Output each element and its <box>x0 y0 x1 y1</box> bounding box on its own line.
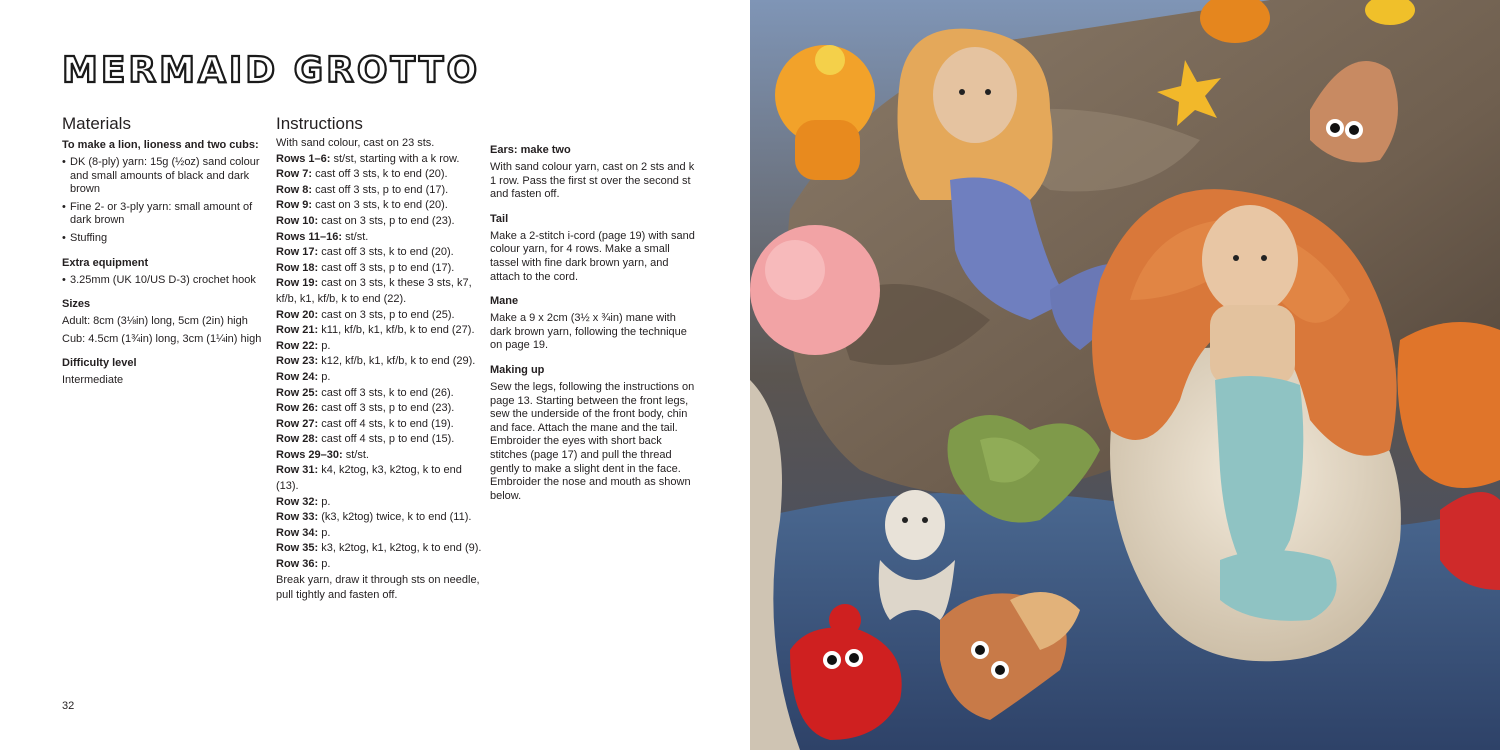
row-text: cast on 3 sts, p to end (23). <box>318 214 455 227</box>
row-label: Row 26: <box>276 402 319 415</box>
instruction-row <box>276 167 482 183</box>
instruction-row <box>276 276 482 307</box>
ears-heading: Ears: make two <box>490 144 571 156</box>
size-adult: Adult: 8cm (3⅛in) long, 5cm (2in) high <box>62 315 248 328</box>
row-label: Row 22: <box>276 339 319 352</box>
instruction-row <box>276 417 482 433</box>
instruction-rows <box>276 136 482 573</box>
mane-text: Make a 9 x 2cm (3½ x ¾in) mane with dark brown yarn, following the technique on page 19. <box>490 312 687 352</box>
row-text: cast off 3 sts, k to end (20). <box>312 168 448 181</box>
instruction-row <box>276 183 482 199</box>
row-text: p. <box>318 558 331 571</box>
row-text: cast on 3 sts, k to end (20). <box>312 199 448 212</box>
instruction-row <box>276 152 482 168</box>
instruction-row <box>276 261 482 277</box>
instruction-row <box>276 230 482 246</box>
materials-heading: Materials <box>62 114 131 133</box>
row-text: cast off 3 sts, k to end (20). <box>318 246 454 259</box>
making-up-text: Sew the legs, following the instructions on page 13. Starting between the front legs, sew the underside of the front body, chin and face. Attach the mane and the tail. Embroider the eyes with short back stitches (page 17) and pull the thread gently to make a slight dent in the face. Embroider the nose and mouth as shown below. <box>490 380 695 502</box>
row-text: st/st. <box>342 448 369 461</box>
row-label: Row 23: <box>276 355 319 368</box>
row-label: Row 8: <box>276 183 313 196</box>
row-text: cast off 3 sts, p to end (17). <box>312 183 449 196</box>
instruction-row <box>276 432 482 448</box>
tail-text: Make a 2-stitch i-cord (page 19) with sand colour yarn, for 4 rows. Make a small tassel with fine dark brown yarn, and attach to the cord. <box>490 229 695 283</box>
row-text: p. <box>318 339 331 352</box>
row-label: Row 9: <box>276 199 313 212</box>
row-text: cast on 3 sts, p to end (25). <box>318 308 455 321</box>
row-text: cast off 3 sts, p to end (23). <box>318 402 455 415</box>
row-text: (k3, k2tog) twice, k to end (11). <box>318 511 472 524</box>
instruction-row <box>276 495 482 511</box>
row-label: Row 36: <box>276 558 319 571</box>
row-label: Row 27: <box>276 417 319 430</box>
row-label: Row 28: <box>276 433 319 446</box>
instruction-row <box>276 463 482 494</box>
instruction-row <box>276 354 482 370</box>
row-text: p. <box>318 370 331 383</box>
instruction-row <box>276 245 482 261</box>
row-label: Row 31: <box>276 464 319 477</box>
row-label: Row 33: <box>276 511 319 524</box>
mane-heading: Mane <box>490 295 519 308</box>
row-label: Rows 1–6: <box>276 152 331 165</box>
row-text: k12, kf/b, k1, kf/b, k to end (29). <box>318 355 476 368</box>
instructions-outro-text: Break yarn, draw it through sts on needle, pull tightly and fasten off. <box>276 573 480 602</box>
instruction-row <box>276 526 482 542</box>
row-label: Row 32: <box>276 495 319 508</box>
instruction-row <box>276 308 482 324</box>
instruction-row <box>276 198 482 214</box>
instruction-row <box>276 323 482 339</box>
row-label: Row 17: <box>276 246 319 259</box>
row-text: k4, k2tog, k3, k2tog, k to end (13). <box>276 464 462 493</box>
materials-subheading: To make a lion, lioness and two cubs: <box>62 139 259 151</box>
row-label: Row 35: <box>276 542 319 555</box>
instruction-row <box>276 370 482 386</box>
row-text: cast off 3 sts, k to end (26). <box>318 386 454 399</box>
instruction-row <box>276 386 482 402</box>
row-label: Row 25: <box>276 386 319 399</box>
materials-item: • DK (8-ply) yarn: 15g (½oz) sand colour and small amounts of black and dark brown <box>62 156 262 197</box>
instruction-row <box>276 401 482 417</box>
instructions-outro <box>276 573 482 604</box>
row-label: Row 20: <box>276 308 319 321</box>
size-cub: Cub: 4.5cm (1¾in) long, 3cm (1¼in) high <box>62 332 262 345</box>
page-title: MERMAID GROTTO <box>62 50 481 91</box>
instruction-row <box>276 510 482 526</box>
instruction-row <box>276 214 482 230</box>
row-text: st/st, starting with a k row. <box>330 152 460 165</box>
instruction-row <box>276 541 482 557</box>
row-label: Row 34: <box>276 526 319 539</box>
row-text: k3, k2tog, k1, k2tog, k to end (9). <box>318 542 482 555</box>
row-text: p. <box>318 526 331 539</box>
row-text: k11, kf/b, k1, kf/b, k to end (27). <box>318 324 475 337</box>
row-label: Rows 29–30: <box>276 448 343 461</box>
row-text: p. <box>318 495 331 508</box>
row-text: cast off 3 sts, p to end (17). <box>318 261 455 274</box>
difficulty-heading: Difficulty level <box>62 357 137 370</box>
row-label: Row 10: <box>276 214 319 227</box>
instructions-intro: With sand colour, cast on 23 sts. <box>276 137 435 149</box>
row-text: cast off 4 sts, p to end (15). <box>318 433 455 446</box>
difficulty-value: Intermediate <box>62 374 124 387</box>
finishing-column <box>490 139 695 503</box>
row-text: cast off 4 sts, k to end (19). <box>318 417 454 430</box>
materials-column <box>62 114 262 388</box>
row-label: Rows 11–16: <box>276 230 343 243</box>
instruction-row <box>276 339 482 355</box>
ears-text: With sand colour yarn, cast on 2 sts and k 1 row. Pass the first st over the second st and fasten off. <box>490 161 695 201</box>
row-label: Row 18: <box>276 261 319 274</box>
instruction-row <box>276 557 482 573</box>
instruction-row <box>276 448 482 464</box>
equipment-item: • 3.25mm (UK 10/US D-3) crochet hook <box>62 274 262 288</box>
page-number: 32 <box>62 700 75 712</box>
materials-item: • Stuffing <box>62 232 262 246</box>
tail-heading: Tail <box>490 212 509 225</box>
sizes-heading: Sizes <box>62 298 91 311</box>
row-label: Row 19: <box>276 277 319 290</box>
instructions-column <box>276 114 482 604</box>
knitted-mermaids-photo-icon <box>750 0 1500 750</box>
materials-item: • Fine 2- or 3-ply yarn: small amount of dark brown <box>62 201 262 228</box>
extra-equipment-heading: Extra equipment <box>62 256 149 269</box>
row-label: Row 21: <box>276 324 319 337</box>
row-text: st/st. <box>342 230 369 243</box>
row-label: Row 24: <box>276 370 319 383</box>
row-text: cast on 3 sts, k these 3 sts, k7, kf/b, k1, kf/b, k to end (22). <box>276 277 472 305</box>
equipment-list <box>62 274 262 288</box>
row-label: Row 7: <box>276 168 313 181</box>
making-up-heading: Making up <box>490 363 545 376</box>
materials-list <box>62 156 262 246</box>
instructions-heading: Instructions <box>276 114 363 133</box>
